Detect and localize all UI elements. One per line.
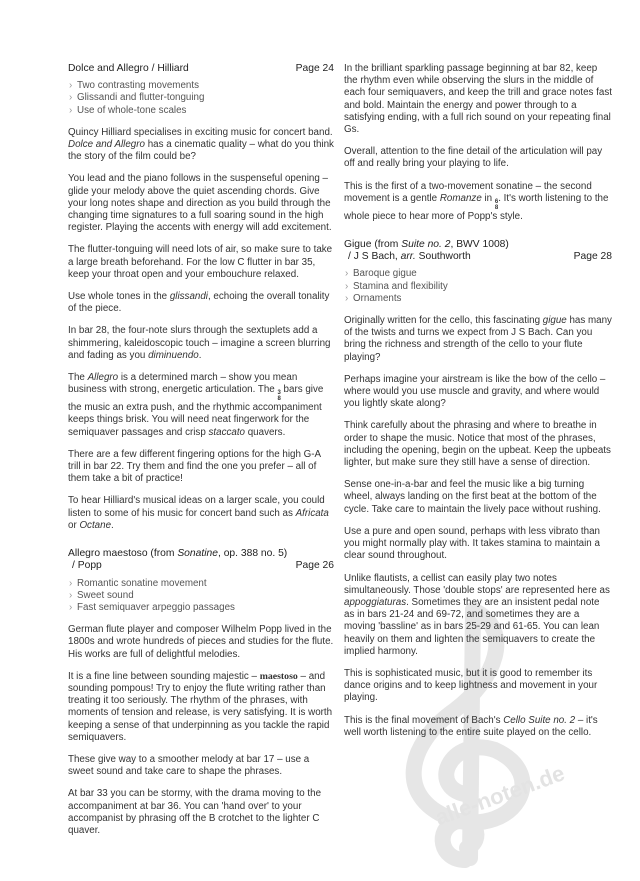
page-ref: Page 24	[295, 63, 334, 74]
paragraph: It is a fine line between sounding majestic – maestoso – and sounding pompous! Try to enjoy the flute writing rather than treating it too seriously. The rhythm of the phrases, with moments of tension and release, is very satisfying. It is worth keeping a sense of that underpinning as you tackle the rapid semiquavers.	[68, 670, 333, 743]
bullet-item: › Two contrasting movements	[68, 80, 334, 92]
bullet-item: › Sweet sound	[68, 590, 334, 602]
paragraph: The Allegro is a determined march – show you mean business with strong, energetic articulation. The 3 8 bars give the music an extra push, and the rhythmic accompaniment keeps things brisk. You will need neat fingerwork for the semiquaver passages and crisp staccato quavers.	[68, 372, 324, 438]
paragraph: In bar 28, the four-note slurs through the sextuplets add a shimmering, kaleidoscopic touch – imagine a screen blurring and fading as you diminuendo.	[68, 325, 331, 361]
paragraph: The flutter-tonguing will need lots of air, so make sure to take a large breath beforehand. For the low C flutter in bar 35, keep your throat open and your embouchure relaxed.	[68, 244, 333, 280]
section-heading-maestoso	[68, 560, 334, 572]
paragraph: This is sophisticated music, but it is good to remember its dance origins and to keep lightness and movement in your playing.	[344, 667, 598, 704]
time-signature: 6 8	[494, 198, 499, 211]
bullet-list	[68, 80, 334, 117]
bullet-item: › Ornaments	[344, 293, 612, 305]
bullet-item: › Baroque gigue	[344, 268, 612, 280]
paragraph: Think carefully about the phrasing and where to breathe in order to shape the music. Notice that most of the phrases, including the opening, begin on the upbeat. Keep the upbeats lighter, but make sure they still have a sense of direction.	[344, 420, 611, 469]
section-title: Gigue (from Suite no. 2, BWV 1008)	[344, 239, 509, 251]
paragraph: In the brilliant sparkling passage beginning at bar 82, keep the rhythm even while observing the slurs in the middle of each four semiquavers, and keep the trill and grace notes fast and bold. Maintain the energy and power through to a satisfying ending, with a full rich sound on your repeating final Gs.	[344, 63, 612, 136]
time-signature: 3 8	[277, 390, 281, 403]
paragraph: Overall, attention to the fine detail of the articulation will pay off and really bring your playing to life.	[344, 146, 603, 170]
section-maestoso	[68, 548, 334, 837]
page-ref: Page 26	[295, 560, 334, 572]
right-column	[344, 63, 612, 739]
section-gigue	[344, 239, 612, 739]
paragraph: At bar 33 you can be stormy, with the drama moving to the accompaniment at bar 36. You can 'hand over' to your accompanist by phrasing off the B crotchet to the lighter C quaver.	[68, 788, 322, 836]
paragraph: German flute player and composer Wilhelm Popp lived in the 1800s and wrote hundreds of pieces and studies for the flute. His works are full of delightful melodies.	[68, 624, 334, 660]
page-ref: Page 28	[573, 251, 612, 263]
bullet-item: › Fast semiquaver arpeggio passages	[68, 602, 334, 614]
paragraph: To hear Hilliard's musical ideas on a larger scale, you could listen to some of his music for concert band such as Africata or Octane.	[68, 495, 329, 531]
paragraph: There are a few different fingering options for the high G-A trill in bar 22. Try them and find the one you prefer – all of them take a bit of practice!	[68, 448, 321, 485]
paragraph: You lead and the piano follows in the suspenseful opening – glide your melody above the quiet ascending chords. Give your long notes shape and direction as you build through the changing time signatures to a full soaring sound in the high register. Playing the accents with energy will add excitement.	[68, 173, 332, 234]
bullet-list	[344, 268, 612, 305]
bullet-item: › Glissandi and flutter-tonguing	[68, 92, 334, 104]
paragraph: Originally written for the cello, this fascinating gigue has many of the twists and turns we expect from J S Bach. Can you bring the richness and strength of the cello to your flute playing?	[344, 315, 612, 363]
bullet-item: › Use of whole-tone scales	[68, 105, 334, 117]
section-title: Allegro maestoso (from Sonatine, op. 388 no. 5)	[68, 548, 288, 560]
section-heading-gigue	[344, 251, 612, 263]
paragraph: Sense one-in-a-bar and feel the music like a big turning wheel, always landing on the first beat at the bottom of the cycle. Take care to maintain the lively pace without rushing.	[344, 479, 601, 515]
watermark-text: alle-noten.de	[431, 760, 568, 831]
bullet-item: › Stamina and flexibility	[344, 281, 612, 293]
bullet-item: › Romantic sonatine movement	[68, 578, 334, 590]
section-author: / J S Bach, arr. Southworth	[348, 251, 471, 263]
paragraph: These give way to a smoother melody at bar 17 – use a sweet sound and take care to shape the phrases.	[68, 753, 310, 778]
section-author: / Popp	[72, 560, 102, 572]
paragraph: Quincy Hilliard specialises in exciting music for concert band. Dolce and Allegro has a cinematic quality – what do you think the story of the film could be?	[68, 126, 334, 163]
section-heading-dolce	[68, 63, 334, 75]
paragraph: Unlike flautists, a cellist can easily play two notes simultaneously. Those 'double stops' are represented here as appoggiaturas. Sometimes they are an insistent pedal note as in bars 21-24 and 69-72, and sometimes they are a moving 'bassline' as in bars 25-29 and 61-65. You can lean heavily on them and lighten the semiquavers to create the implied harmony.	[344, 572, 610, 657]
paragraph: This is the first of a two-movement sonatine – the second movement is a gentle Romanze in 6 8 . It's worth listening to the whole piece to hear more of Popp's style.	[344, 180, 609, 222]
bullet-list	[68, 578, 334, 615]
paragraph: This is the final movement of Bach's Cello Suite no. 2 – it's well worth listening to the entire suite played on the cello.	[344, 714, 598, 738]
section-title: Dolce and Allegro / Hilliard	[68, 63, 189, 74]
paragraph: Use whole tones in the glissandi, echoing the overall tonality of the piece.	[68, 291, 330, 315]
paragraph: Perhaps imagine your airstream is like the bow of the cello – where would you use muscle and gravity, and where would you lightly skate along?	[344, 373, 606, 410]
left-column	[68, 63, 334, 837]
paragraph: Use a pure and open sound, perhaps with less vibrato than you might normally play with. It takes stamina to maintain a clear sound throughout.	[344, 525, 600, 562]
